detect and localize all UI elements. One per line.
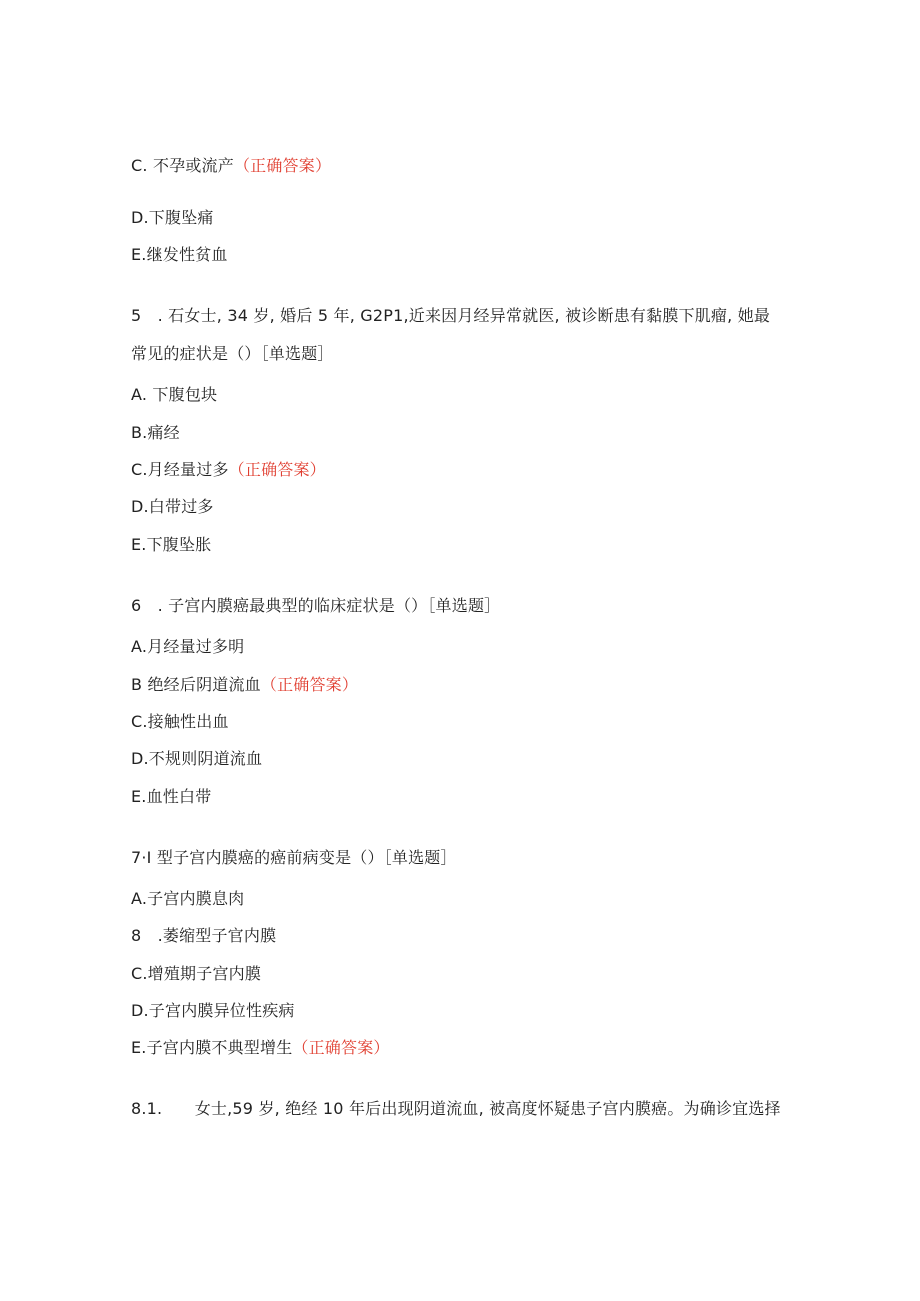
option-line <box>131 385 217 405</box>
question-line <box>131 1099 781 1119</box>
question-line <box>131 344 334 364</box>
option-text: D.子宫内膜异位性疾病 <box>131 1001 295 1020</box>
option-line <box>131 926 276 946</box>
option-text: D.不规则阴道流血 <box>131 749 263 768</box>
option-text: C.接触性出血 <box>131 712 229 731</box>
option-line <box>131 787 211 807</box>
option-line <box>131 460 326 480</box>
option-text: B.痛经 <box>131 423 180 442</box>
correct-answer-mark: （正确答案） <box>292 1038 390 1057</box>
question-text: 常见的症状是（）［单选题］ <box>131 344 334 363</box>
option-text: C.增殖期子宫内膜 <box>131 964 262 983</box>
option-line <box>131 637 244 657</box>
option-text: E.下腹坠胀 <box>131 535 212 554</box>
question-text: 7·I 型子宫内膜癌的癌前病变是（）［单选题］ <box>131 848 457 867</box>
option-text: 8 .萎缩型子官内膜 <box>131 926 277 945</box>
option-line <box>131 423 180 443</box>
option-line <box>131 497 214 517</box>
question-line <box>131 596 500 616</box>
option-line <box>131 245 228 265</box>
question-text: 5 . 石女士, 34 岁, 婚后 5 年, G2P1,近来因月经异常就医, 被诊断患有黏膜下肌瘤, 她最 <box>131 306 771 325</box>
option-line <box>131 208 214 228</box>
option-text: A.月经量过多明 <box>131 637 245 656</box>
option-text: D.白带过多 <box>131 497 214 516</box>
option-text: A. 下腹包块 <box>131 385 218 404</box>
option-line <box>131 749 262 769</box>
option-line <box>131 964 261 984</box>
option-line <box>131 889 244 909</box>
question-line <box>131 848 457 868</box>
option-line <box>131 535 211 555</box>
option-line <box>131 156 331 176</box>
correct-answer-mark: （正确答案） <box>260 675 359 694</box>
option-text: C.月经量过多 <box>131 460 229 479</box>
option-text: E.子宫内膜不典型增生 <box>131 1038 293 1057</box>
option-text: C. 不孕或流产 <box>131 156 234 175</box>
option-line <box>131 1001 295 1021</box>
option-line <box>131 1038 390 1058</box>
option-text: E.血性白带 <box>131 787 212 806</box>
correct-answer-mark: （正确答案） <box>228 460 326 479</box>
option-line <box>131 675 358 695</box>
option-text: A.子宫内膜息肉 <box>131 889 245 908</box>
question-text: 6 . 子宫内膜癌最典型的临床症状是（）［单选题］ <box>131 596 501 615</box>
question-text: 8.1. 女士,59 岁, 绝经 10 年后出现阴道流血, 被高度怀疑患子宫内膜癌。为确诊宜选择 <box>131 1099 781 1118</box>
question-line <box>131 306 770 326</box>
option-line <box>131 712 229 732</box>
option-text: B 绝经后阴道流血 <box>131 675 261 694</box>
correct-answer-mark: （正确答案） <box>233 156 332 175</box>
option-text: D.下腹坠痛 <box>131 208 214 227</box>
option-text: E.继发性贫血 <box>131 245 228 264</box>
